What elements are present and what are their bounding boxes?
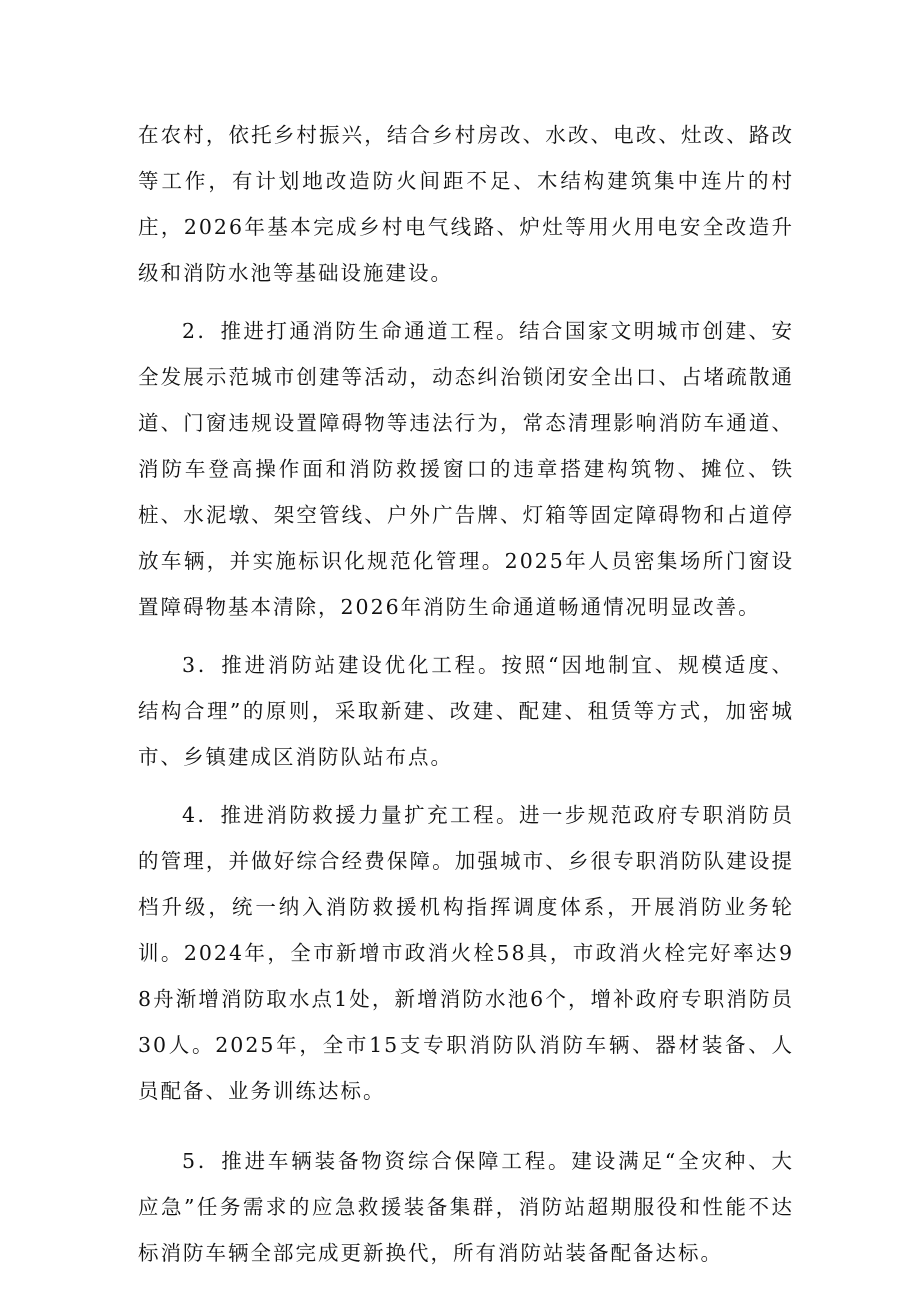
paragraph-item-2-fire-lanes: 2．推进打通消防生命通道工程。结合国家文明城市创建、安全发展示范城市创建等活动，动态纠治锁闭安全出口、占堵疏散通道、门窗违规设置障碍物等违法行为，常态清理影响消防车通道、消防车登高操作面和消防救援窗口的违章搭建构筑物、摊位、铁桩、水泥墩、架空管线、户外广告牌、灯箱等固定障碍物和占道停放车辆，并实施标识化规范化管理。2025年人员密集场所门窗设置障碍物基本清除，2026年消防生命通道畅通情况明显改善。 bbox=[138, 319, 794, 619]
paragraph-item-3-fire-stations: 3．推进消防站建设优化工程。按照“因地制宜、规模适度、结构合理”的原则，采取新建、改建、配建、租赁等方式，加密城市、乡镇建成区消防队站布点。 bbox=[138, 653, 794, 769]
paragraph-rural-renovation: 在农村，依托乡村振兴，结合乡村房改、水改、电改、灶改、路改等工作，有计划地改造防火间距不足、木结构建筑集中连片的村庄，2026年基本完成乡村电气线路、炉灶等用火用电安全改造升级和消防水池等基础设施建设。 bbox=[138, 123, 794, 285]
document-body bbox=[138, 112, 794, 1276]
paragraph-item-4-rescue-forces: 4．推进消防救援力量扩充工程。进一步规范政府专职消防员的管理，并做好综合经费保障。加强城市、乡很专职消防队建设提档升级，统一纳入消防救援机构指挥调度体系，开展消防业务轮训。2024年，全市新增市政消火栓58具，市政消火栓完好率达98舟渐增消防取水点1处，新增消防水池6个，增补政府专职消防员30人。2025年，全市15支专职消防队消防车辆、器材装备、人员配备、业务训练达标。 bbox=[138, 803, 794, 1103]
paragraph-item-5-equipment: 5．推进车辆装备物资综合保障工程。建设满足“全灾种、大应急”任务需求的应急救援装备集群，消防站超期服役和性能不达标消防车辆全部完成更新换代，所有消防站装备配备达标。 bbox=[138, 1149, 794, 1265]
